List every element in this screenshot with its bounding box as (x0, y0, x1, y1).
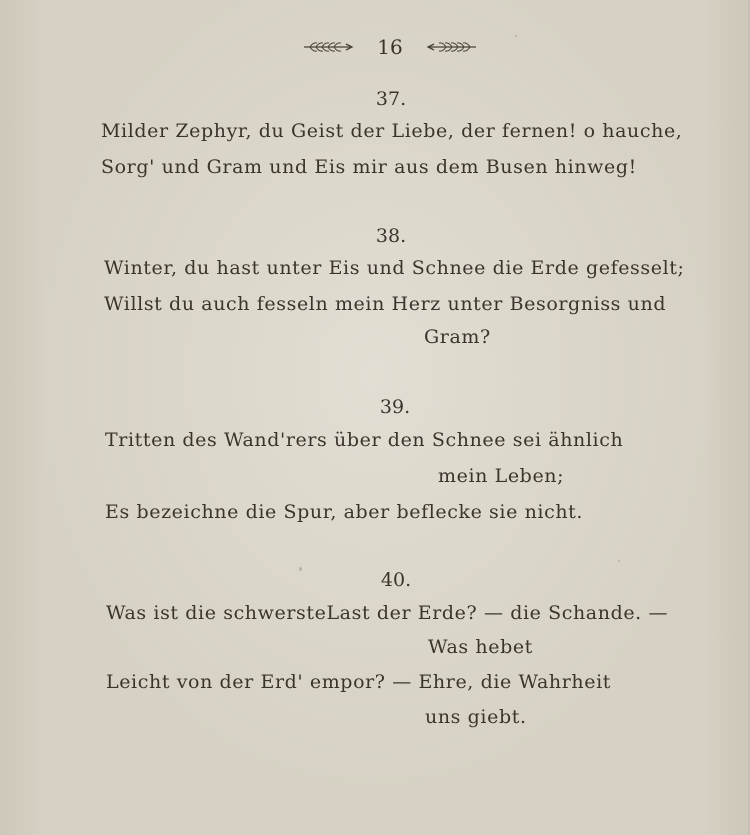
page-edge (742, 0, 750, 835)
epigram-37-line-2: Sorg' und Gram und Eis mir aus dem Busen hinweg! (101, 156, 637, 178)
page-header (0, 34, 750, 60)
epigram-39-line-1: Tritten des Wand'rers über den Schnee sei ähnlich (105, 429, 624, 451)
epigram-38-line-2: Willst du auch fesseln mein Herz unter Besorgniss und (104, 293, 667, 315)
epigram-40-line-2: Was hebet (428, 636, 533, 658)
paper-speck (515, 35, 517, 37)
epigram-number-37: 37. (375, 88, 407, 110)
epigram-40-line-3: Leicht von der Erd' empor? — Ehre, die Wahrheit (106, 671, 612, 693)
paper-speck (299, 567, 302, 571)
epigram-39-line-3: Es bezeichne die Spur, aber beflecke sie nicht. (105, 501, 584, 523)
page-number: 16 (377, 35, 403, 59)
epigram-38-line-3: Gram? (424, 326, 491, 348)
epigram-39-line-2: mein Leben; (438, 465, 565, 487)
laurel-sprig-right-icon (426, 41, 478, 53)
laurel-sprig-left-icon (302, 41, 354, 53)
epigram-number-40: 40. (380, 569, 412, 591)
paper-speck (618, 560, 620, 562)
epigram-40-line-1: Was ist die schwersteLast der Erde? — die Schande. — (106, 602, 669, 624)
epigram-number-39: 39. (379, 396, 411, 418)
epigram-number-38: 38. (375, 225, 407, 247)
epigram-38-line-1: Winter, du hast unter Eis und Schnee die Erde gefesselt; (104, 257, 685, 279)
epigram-37-line-1: Milder Zephyr, du Geist der Liebe, der fernen! o hauche, (101, 120, 683, 142)
epigram-40-line-4: uns giebt. (425, 706, 527, 728)
